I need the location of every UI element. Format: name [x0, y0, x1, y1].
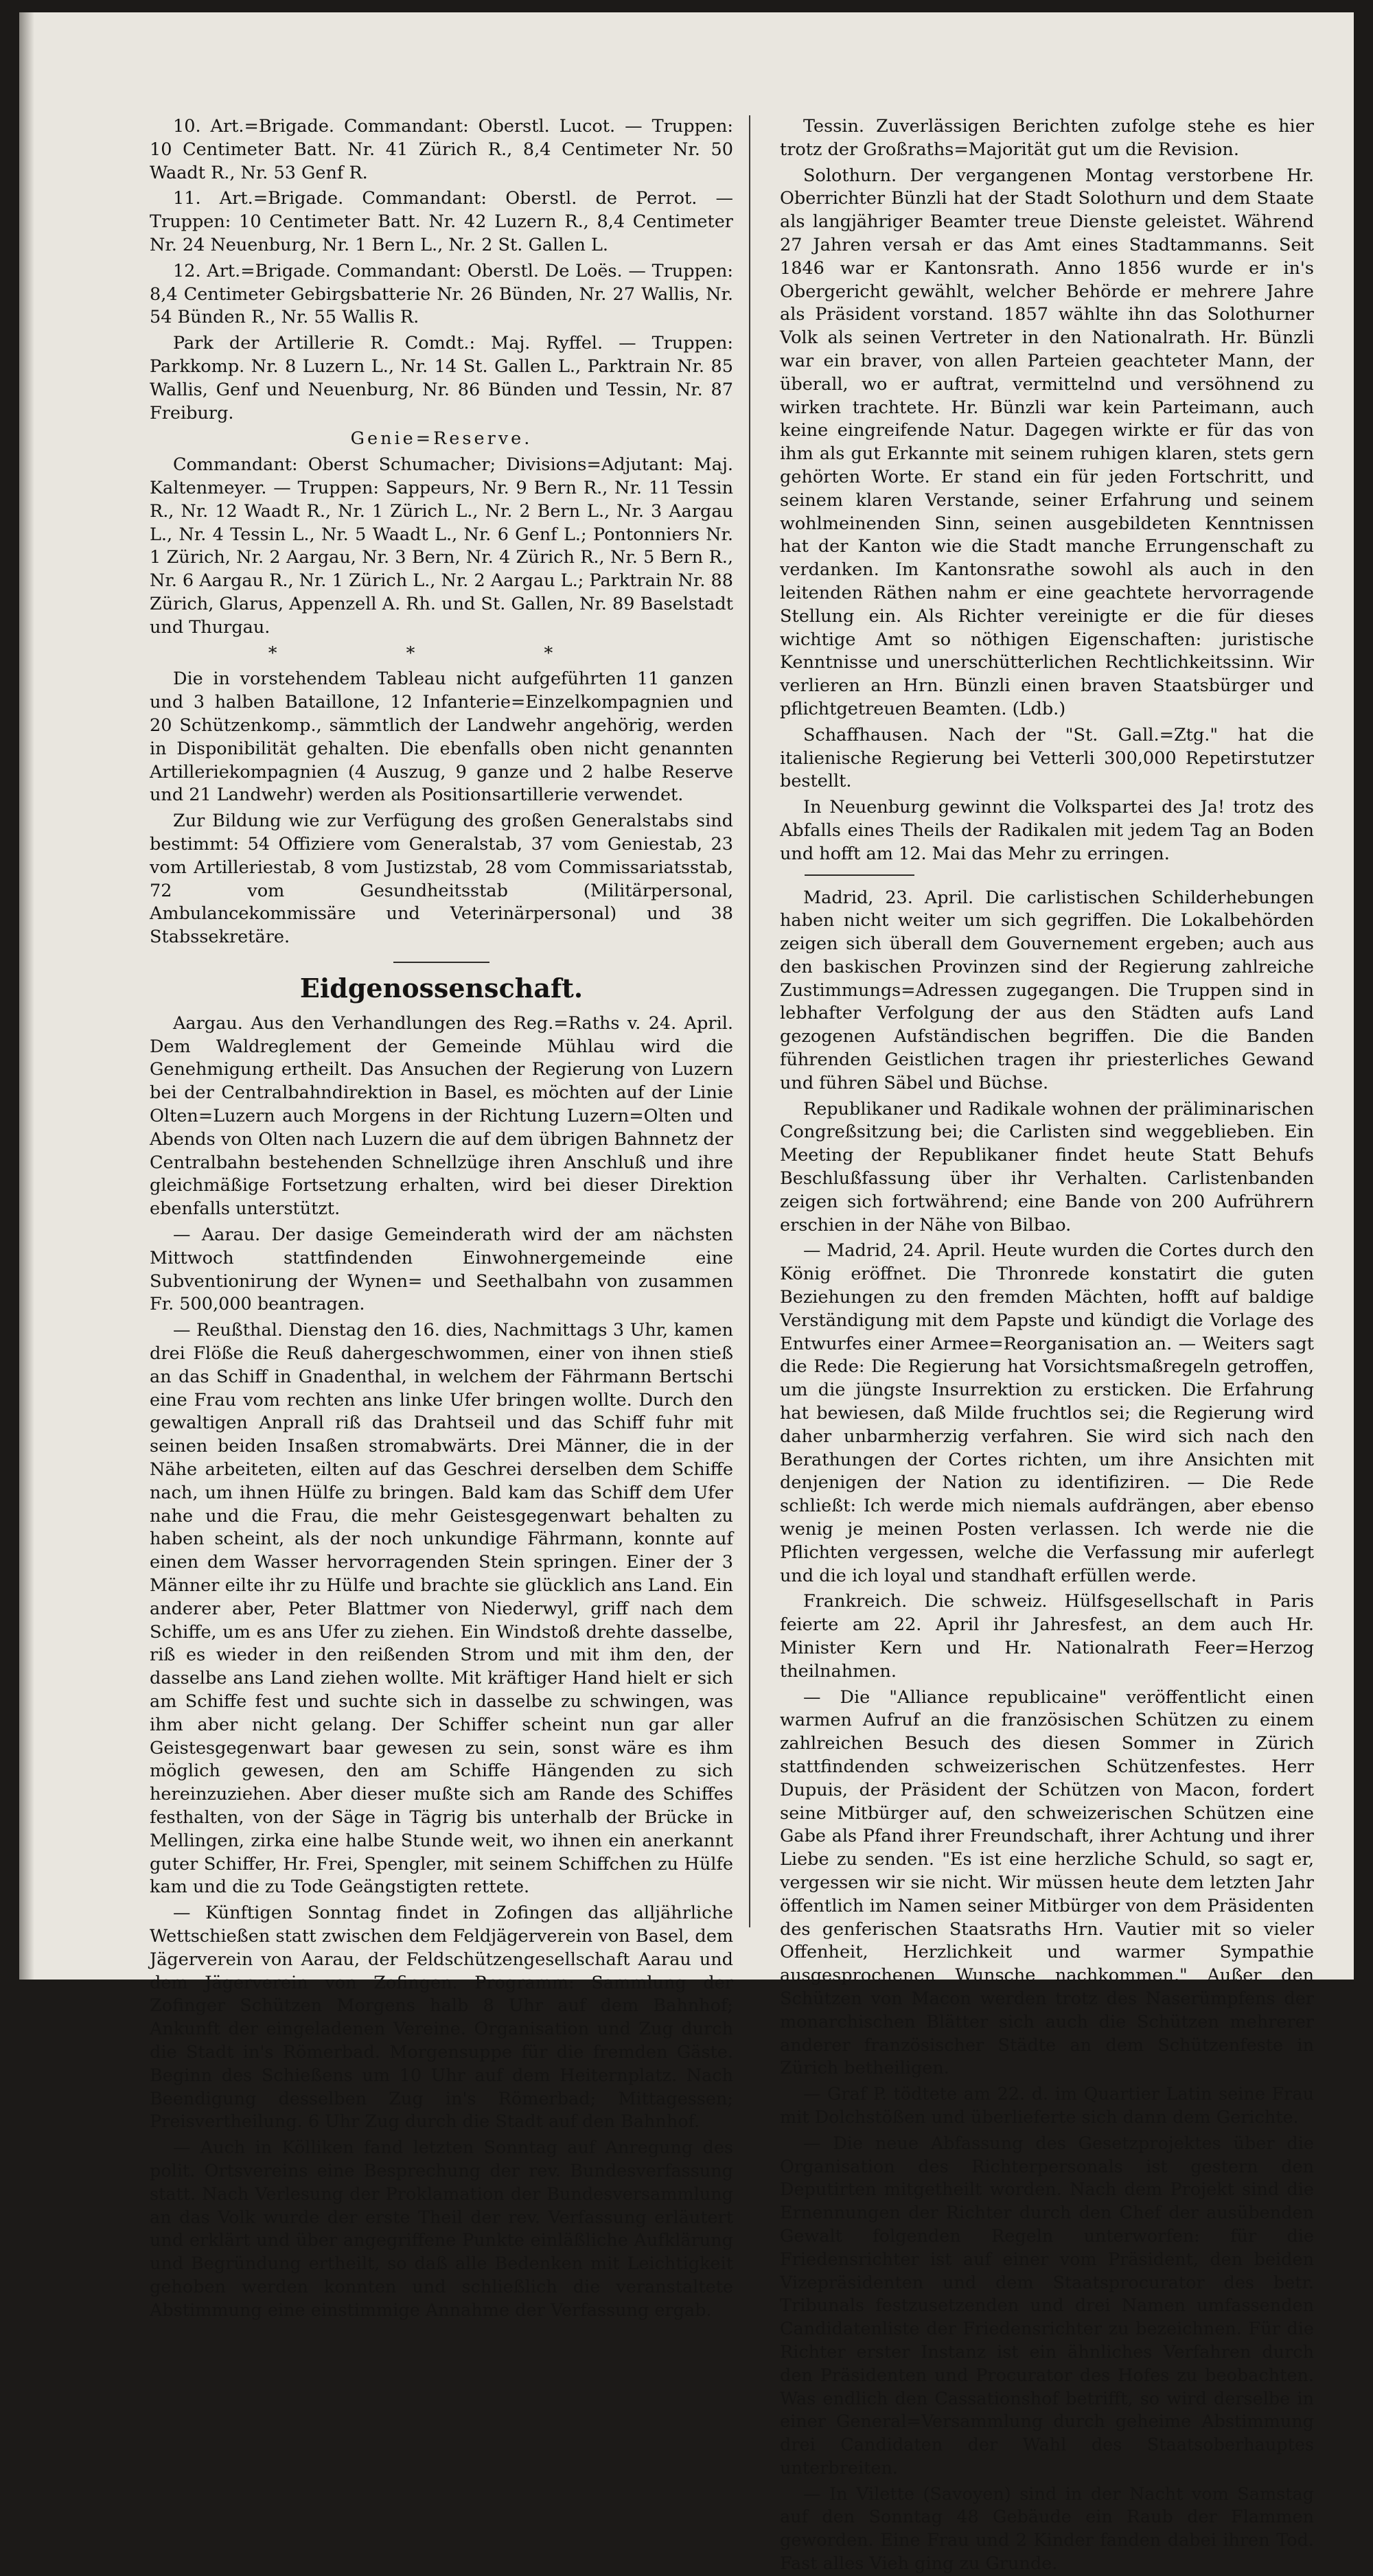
article-paragraph: — In Vilette (Savoyen) sind in der Nacht vom Samstag auf den Sonntag 48 Gebäude ein Raub der Flammen geworden. Eine Frau und 2 Kinder fanden dabei ihren Tod. Fast alles Vieh ging zu Grunde. — [780, 2483, 1314, 2575]
newspaper-page — [19, 12, 1354, 2575]
article-paragraph: Tessin. Zuverlässigen Berichten zufolge stehe es hier trotz der Großraths=Majorität gut um die Revision. — [780, 116, 1314, 160]
article-paragraph: Solothurn. Der vergangenen Montag verstorbene Hr. Oberrichter Bünzli hat der Stadt Solothurn und dem Staate als langjähriger Beamter treue Dienste geleistet. Während 27 Jahren versah er das Amt eines Stadtammanns. Seit 1846 war er Kantonsrath. Anno 1856 wurde er in's Obergericht gewählt, welcher Behörde er mehrere Jahre als Präsident vorstand. 1857 wählte ihn das Solothurner Volk als seinen Vertreter in den Nationalrath. Hr. Bünzli war ein braver, von allen Parteien geachteter Mann, der überall, wo er auftrat, vermittelnd und versöhnend zu wirken trachtete. Hr. Bünzli war kein Parteimann, auch keine eingreifende Natur. Dagegen wirkte er für das von ihm als gut Erkannte mit seinem ruhigen klaren, stets gern gehörten Worte. Er stand ein für jeden Fortschritt, und seinem klaren Verstande, seiner Erfahrung und seinem wohlmeinenden Sinn, seinen ausgebildeten Kenntnissen hat der Kanton wie die Stadt manche Errungenschaft zu verdanken. Im Kantonsrathe sowohl als auch in den leitenden Räthen nahm er eine geachtete hervorragende Stellung ein. Als Richter vereinigte er die für dieses wichtige Amt so nöthigen Eigenschaften: juristische Kenntnisse und unerschütterlichen Rechtlichkeitssinn. Wir verlieren an Hrn. Bünzli einen braven Staatsbürger und pflichtgetreuen Beamten. (Ldb.) — [780, 165, 1314, 719]
article-paragraph: — Die neue Abfassung des Gesetzprojektes über die Organisation des Richterpersonals ist gestern den Deputirten mitgetheilt worden. Nach dem Projekt sind die Ernennungen der Richter durch den Chef der ausübenden Gewalt folgenden Regeln unterworfen: für die Friedensrichter ist auf einer vom Präsident, den beiden Vizepräsidenten und dem Staatsprocurator des betr. Tribunals festzusetzenden und drei Namen umfassenden Candidatenliste der Friedensrichter zu bezeichnen. Für die Richter erster Instanz ist ein ähnliches Verfahren durch den Präsidenten und Procurator des Hofes zu beobachten. Was endlich den Cassationshof betrifft, so wird derselbe in einer General=Versammlung durch geheime Abstimmung drei Candidaten der Wahl des Staatsoberhauptes unterbreiten. — [780, 2133, 1314, 2479]
article-paragraph: Madrid, 23. April. Die carlistischen Schilderhebungen haben nicht weiter um sich gegriffen. Die Lokalbehörden zeigen sich überall dem Gouvernement ergeben; auch aus den baskischen Provinzen sind der Regierung zahlreiche Zustimmungs=Adressen zugegangen. Die Truppen sind in lebhafter Verfolgung der aus den Städten aufs Land gezogenen Aufständischen begriffen. Die die Banden führenden Geistlichen tragen ihr priesterliches Gewand und führen Säbel und Büchse. — [780, 887, 1314, 1093]
section-break-stars: * * * — [268, 642, 615, 664]
article-paragraph: Park der Artillerie R. Comdt.: Maj. Ryffel. — Truppen: Parkkomp. Nr. 8 Luzern L., Nr. 14 St. Gallen L., Parktrain Nr. 85 Wallis, Genf und Neuenburg, Nr. 86 Bünden und Tessin, Nr. 87 Freiburg. — [150, 333, 733, 423]
article-paragraph: — Graf P. tödtete am 22. d. im Quartier Latin seine Frau mit Dolchstößen und überlieferte sich dann dem Gerichte. — [780, 2084, 1314, 2128]
left-column — [150, 115, 733, 2321]
article-paragraph: Frankreich. Die schweiz. Hülfsgesellschaft in Paris feierte am 22. April ihr Jahresfest, an dem auch Hr. Minister Kern und Hr. Nationalrath Feer=Herzog theilnahmen. — [780, 1591, 1314, 1682]
article-paragraph: Commandant: Oberst Schumacher; Divisions=Adjutant: Maj. Kaltenmeyer. — Truppen: Sappeurs, Nr. 9 Bern R., Nr. 11 Tessin R., Nr. 12 Waadt R., Nr. 1 Zürich L., Nr. 2 Bern L., Nr. 3 Aargau L., Nr. 4 Tessin L., Nr. 5 Waadt L., Nr. 6 Genf L.; Pontonniers Nr. 1 Zürich, Nr. 2 Aargau, Nr. 3 Bern, Nr. 4 Zürich R., Nr. 5 Bern R., Nr. 6 Aargau R., Nr. 1 Zürich L., Nr. 2 Aargau L.; Parktrain Nr. 88 Zürich, Glarus, Appenzell A. Rh. und St. Gallen, Nr. 89 Baselstadt und Thurgau. — [150, 454, 733, 638]
article-paragraph: Zur Bildung wie zur Verfügung des großen Generalstabs sind bestimmt: 54 Offiziere vom Generalstab, 37 vom Geniestab, 23 vom Artilleriestab, 8 vom Justizstab, 28 vom Commissariatsstab, 72 vom Gesundheitsstab (Militärpersonal, Ambulancekommissäre und Veterinärpersonal) und 38 Stabssekretäre. — [150, 811, 733, 948]
article-paragraph: — Reußthal. Dienstag den 16. dies, Nachmittags 3 Uhr, kamen drei Flöße die Reuß dahergeschwommen, einer von ihnen stieß an das Schiff in Gnadenthal, in welchem der Fährmann Bertschi eine Frau vom rechten ans linke Ufer bringen wollte. Durch den gewaltigen Anprall riß das Drahtseil und das Schiff fuhr mit seinen beiden Insaßen stromabwärts. Drei Männer, die in der Nähe arbeiteten, eilten auf das Geschrei derselben dem Schiffe nach, um ihnen Hülfe zu bringen. Bald kam das Schiff dem Ufer nahe und die Frau, die mehr Geistesgegenwart behalten zu haben scheint, als der noch unkundige Fährmann, konnte auf einen dem Wasser hervorragenden Stein springen. Einer der 3 Männer eilte ihr zu Hülfe und brachte sie glücklich ans Land. Ein anderer aber, Peter Blattmer von Niederwyl, griff nach dem Schiffe, um es ans Ufer zu ziehen. Ein Windstoß drehte dasselbe, riß es wieder in den reißenden Strom und mit ihm den, der dasselbe ans Land ziehen wollte. Mit kräftiger Hand hielt er sich am Schiffe fest und suchte sich in dasselbe zu schwingen, was ihm aber nicht gelang. Der Schiffer scheint nun gar aller Geistesgegenwart baar gewesen zu sein, sonst wäre es ihm möglich gewesen, den am Schiffe Hängenden zu sich hereinzuziehen. Aber dieser mußte sich am Rande des Schiffes festhalten, von der Säge in Tägrig bis unterhalb der Brücke in Mellingen, zirka eine halbe Stunde weit, wo ihnen ein anerkannt guter Schiffer, Hr. Frei, Spengler, mit seinem Schiffchen zu Hülfe kam und die zu Tode Geängstigten rettete. — [150, 1320, 733, 1898]
article-paragraph: 10. Art.=Brigade. Commandant: Oberstl. Lucot. — Truppen: 10 Centimeter Batt. Nr. 41 Zürich R., 8,4 Centimeter Nr. 50 Waadt R., Nr. 53 Genf R. — [150, 116, 733, 183]
article-paragraph: Schaffhausen. Nach der "St. Gall.=Ztg." hat die italienische Regierung bei Vetterli 300,000 Repetirstutzer bestellt. — [780, 724, 1314, 792]
article-paragraph: — Auch in Kölliken fand letzten Sonntag auf Anregung des polit. Ortsvereins eine Besprechung der rev. Bundesverfassung statt. Nach Verlesung der Proklamation der Bundesversammlung an das Volk wurde der erste Theil der rev. Verfassung erläutert und erklärt und über angegriffene Punkte einläßliche Aufklärung und Begründung ertheilt, so daß alle Bedenken mit Leichtigkeit gehoben werden konnten und schließlich die veranstaltete Abstimmung eine einstimmige Annahme der Verfassung ergab. — [150, 2137, 733, 2321]
column-divider — [749, 115, 750, 1927]
article-paragraph: 11. Art.=Brigade. Commandant: Oberstl. de Perrot. — Truppen: 10 Centimeter Batt. Nr. 42 Luzern R., 8,4 Centimeter Nr. 24 Neuenburg, Nr. 1 Bern L., Nr. 2 St. Gallen L. — [150, 188, 733, 255]
article-paragraph: — Aarau. Der dasige Gemeinderath wird der am nächsten Mittwoch stattfindenden Einwohnergemeinde eine Subventionirung der Wynen= und Seethalbahn von zusammen Fr. 500,000 beantragen. — [150, 1225, 733, 1315]
section-rule — [805, 874, 914, 876]
subsection-heading: Genie=Reserve. — [350, 428, 533, 450]
section-heading: Eidgenossenschaft. — [299, 972, 584, 1003]
page-binding-shadow — [19, 12, 34, 1980]
article-paragraph: — Madrid, 24. April. Heute wurden die Cortes durch den König eröffnet. Die Thronrede konstatirt die guten Beziehungen zu den fremden Mächten, hofft auf baldige Verständigung mit dem Papste und kündigt die Vorlage des Entwurfes einer Armee=Reorganisation an. — Weiters sagt die Rede: Die Regierung hat Vorsichtsmaßregeln getroffen, um die jüngste Insurrektion zu ersticken. Die Erfahrung hat bewiesen, daß Milde fruchtlos sei; die Regierung wird daher unbarmherzig verfahren. Sie wird sich nach den Berathungen der Cortes richten, um ihre Ansichten mit denjenigen der Nation zu identifiziren. — Die Rede schließt: Ich werde mich niemals aufdrängen, aber ebenso wenig je meinen Posten verlassen. Ich werde nie die Pflichten vergessen, welche die Verfassung mir auferlegt und die ich loyal und standhaft erfüllen werde. — [780, 1240, 1314, 1586]
section-rule — [393, 962, 489, 963]
article-paragraph: — Künftigen Sonntag findet in Zofingen das alljährliche Wettschießen statt zwischen dem Feldjägerverein von Basel, dem Jägerverein von Aarau, der Feldschützengesellschaft Aarau und dem Jägerverein von Zofingen. Programm: Sammlung der Zofinger Schützen Morgens halb 8 Uhr auf dem Bahnhof; Ankunft der eingeladenen Vereine. Organisation und Zug durch die Stadt in's Römerbad. Morgensuppe für die fremden Gäste. Beginn des Schießens um 10 Uhr auf dem Heiternplatz. Nach Beendigung desselben Zug in's Römerbad; Mittagessen; Preisvertheilung. 6 Uhr Zug durch die Stadt auf den Bahnhof. — [150, 1903, 733, 2133]
right-column — [780, 115, 1314, 2575]
article-paragraph: Aargau. Aus den Verhandlungen des Reg.=Raths v. 24. April. Dem Waldreglement der Gemeinde Mühlau wird die Genehmigung ertheilt. Das Ansuchen der Regierung von Luzern bei der Centralbahndirektion in Basel, es möchten auf der Linie Olten=Luzern auch Morgens in der Richtung Luzern=Olten und Abends von Olten nach Luzern die auf dem übrigen Bahnnetz der Centralbahn bestehenden Schnellzüge ihren Anschluß und ihre gleichmäßige Fortsetzung erhalten, wird bei dieser Direktion ebenfalls unterstützt. — [150, 1012, 733, 1220]
article-paragraph: Die in vorstehendem Tableau nicht aufgeführten 11 ganzen und 3 halben Bataillone, 12 Infanterie=Einzelkompagnien und 20 Schützenkomp., sämmtlich der Landwehr angehörig, werden in Disponibilität gehalten. Die ebenfalls oben nicht genannten Artilleriekompagnien (4 Auszug, 9 ganze und 2 halbe Reserve und 21 Landwehr) werden als Positionsartillerie verwendet. — [150, 669, 733, 806]
article-paragraph: 12. Art.=Brigade. Commandant: Oberstl. De Loës. — Truppen: 8,4 Centimeter Gebirgsbatterie Nr. 26 Bünden, Nr. 27 Wallis, Nr. 54 Bünden R., Nr. 55 Wallis R. — [150, 260, 733, 328]
article-paragraph: In Neuenburg gewinnt die Volkspartei des Ja! trotz des Abfalls eines Theils der Radikalen mit jedem Tag an Boden und hofft am 12. Mai das Mehr zu erringen. — [780, 797, 1314, 864]
article-paragraph: Republikaner und Radikale wohnen der präliminarischen Congreßsitzung bei; die Carlisten sind weggeblieben. Ein Meeting der Republikaner findet heute Statt Behufs Beschlußfassung über ihr Verhalten. Carlistenbanden zeigen sich fortwährend; eine Bande von 200 Aufrührern erschien in der Nähe von Bilbao. — [780, 1098, 1314, 1235]
article-paragraph: — Die "Alliance republicaine" veröffentlicht einen warmen Aufruf an die französischen Schützen zu einem zahlreichen Besuch des diesen Sommer in Zürich stattfindenden schweizerischen Schützenfestes. Herr Dupuis, der Präsident der Schützen von Macon, fordert seine Mitbürger auf, den schweizerischen Schützen eine Gabe als Pfand ihrer Freundschaft, ihrer Achtung und ihrer Liebe zu senden. "Es ist eine herzliche Schuld, so sagt er, vergessen wir sie nicht. Wir müssen heute dem letzten Jahr öffentlich im Namen seiner Mitbürger von dem Präsidenten des genferischen Staatsraths Hrn. Vautier mit so vieler Offenheit, Herzlichkeit und warmer Sympathie ausgesprochenen Wunsche nachkommen." Außer den Schützen von Macon werden trotz des Naserümpfens der monarchischen Blätter sich auch die Schützen mehrerer anderer französischer Städte an dem Schützenfeste in Zürich betheiligen. — [780, 1686, 1314, 2079]
